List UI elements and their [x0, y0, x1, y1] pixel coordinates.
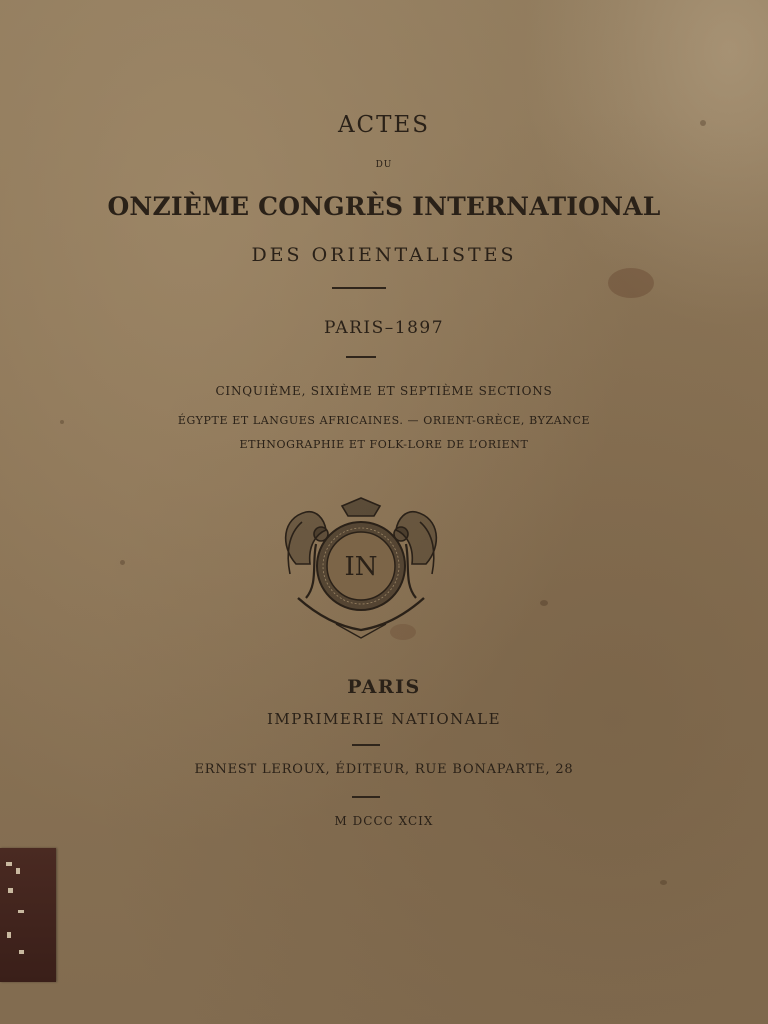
- title-actes: ACTES: [337, 112, 431, 138]
- library-label: [0, 848, 56, 982]
- title-congres: ONZIÈME CONGRÈS INTERNATIONAL: [107, 192, 661, 221]
- publisher-city: PARIS: [347, 676, 421, 698]
- divider-rule: [332, 287, 386, 289]
- sections-subjects-1: ÉGYPTE ET LANGUES AFRICAINES. — ORIENT-GRÈCE, BYZANCE: [177, 414, 591, 427]
- printer-name: IMPRIMERIE NATIONALE: [266, 710, 502, 728]
- foxing-speck: [120, 560, 125, 565]
- publication-year: M DCCC XCIX: [334, 814, 434, 828]
- title-orientalistes: DES ORIENTALISTES: [251, 244, 517, 266]
- divider-rule: [352, 796, 380, 798]
- session-place-year: PARIS–1897: [323, 318, 445, 338]
- divider-rule: [346, 356, 376, 358]
- sections-subjects-2: ETHNOGRAPHIE ET FOLK-LORE DE L’ORIENT: [239, 438, 529, 451]
- foxing-stain: [608, 268, 654, 298]
- label-wear-icon: [4, 858, 30, 968]
- divider-rule: [352, 744, 380, 746]
- imprimerie-nationale-seal-icon: [276, 494, 446, 640]
- sections-heading: CINQUIÈME, SIXIÈME ET SEPTIÈME SECTIONS: [215, 384, 553, 398]
- editor-imprint: ERNEST LEROUX, ÉDITEUR, RUE BONAPARTE, 28: [194, 762, 574, 777]
- foxing-speck: [540, 600, 548, 606]
- title-du: DU: [375, 160, 393, 170]
- seal-monogram: IN: [344, 552, 378, 582]
- foxing-speck: [660, 880, 667, 885]
